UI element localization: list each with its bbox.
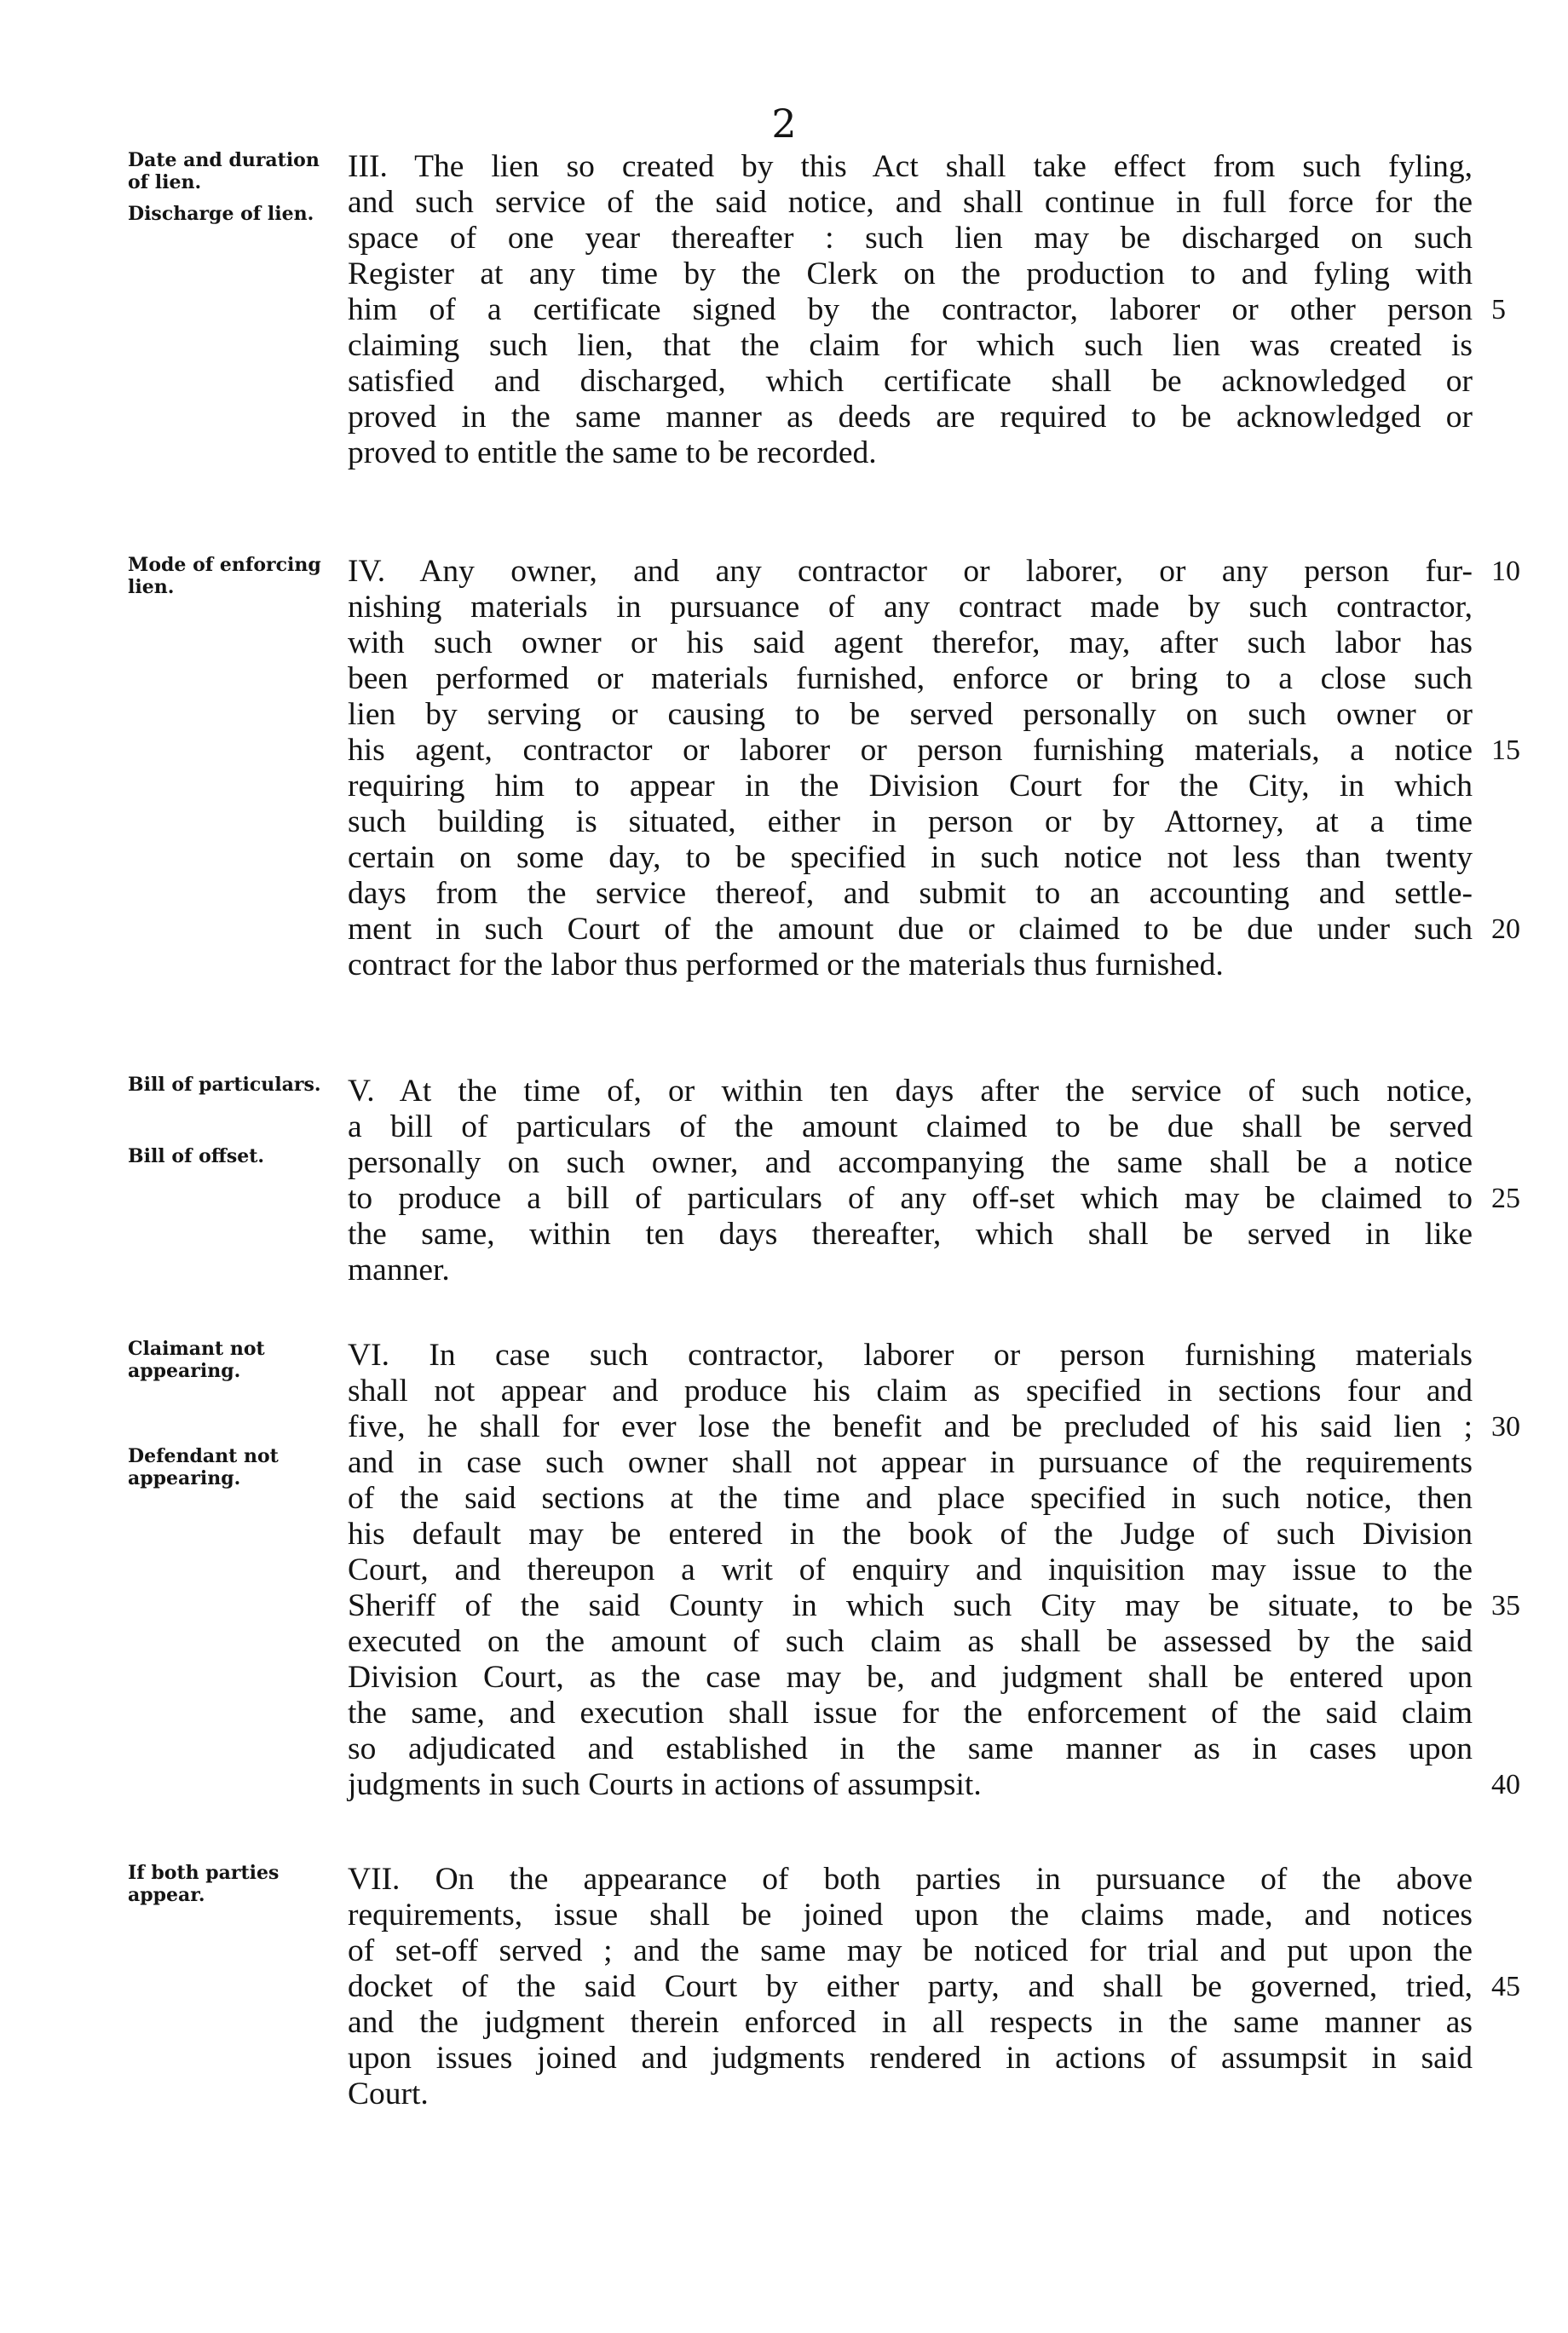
text-line: requirements, issue shall be joined upon the claims made, and notices [348, 1898, 1473, 1933]
text-line: personally on such owner, and accompanying the same shall be a notice [348, 1145, 1473, 1180]
margin-note: Discharge of lien. [128, 203, 314, 225]
text-line: Court. [348, 2077, 429, 2111]
line-number: 20 [1491, 913, 1520, 945]
text-line: shall not appear and produce his claim as specified in sections four and [348, 1374, 1473, 1408]
line-number: 10 [1491, 556, 1520, 587]
margin-note: Bill of particulars. [128, 1074, 321, 1096]
text-line: and in case such owner shall not appear in pursuance of the requirements [348, 1445, 1473, 1480]
text-line: upon issues joined and judgments rendered in actions of assumpsit in said [348, 2041, 1473, 2076]
text-line: such building is situated, either in person or by Attorney, at a time [348, 804, 1473, 839]
text-line: a bill of particulars of the amount claimed to be due shall be served [348, 1109, 1473, 1144]
text-line: requiring him to appear in the Division Court for the City, in which [348, 769, 1473, 804]
line-number: 5 [1491, 294, 1506, 325]
text-line: space of one year thereafter : such lien may be discharged on such [348, 221, 1473, 256]
line-number: 35 [1491, 1590, 1520, 1622]
text-line: the same, and execution shall issue for the enforcement of the said claim [348, 1696, 1473, 1731]
text-line: claiming such lien, that the claim for which such lien was created is [348, 328, 1473, 363]
text-line: proved to entitle the same to be recorded. [348, 435, 877, 470]
line-number: 15 [1491, 734, 1520, 766]
text-line: satisfied and discharged, which certificate shall be acknowledged or [348, 364, 1473, 399]
text-line: III. The lien so created by this Act shall take effect from such fyling, [348, 149, 1473, 184]
text-line: of the said sections at the time and place specified in such notice, then [348, 1481, 1473, 1516]
text-line: with such owner or his said agent therefor, may, after such labor has [348, 625, 1473, 660]
text-line: docket of the said Court by either party, and shall be governed, tried, [348, 1969, 1473, 2004]
margin-note: Mode of enforcing lien. [128, 554, 321, 598]
text-line: and such service of the said notice, and shall continue in full force for the [348, 185, 1473, 220]
text-line: Register at any time by the Clerk on the production to and fyling with [348, 256, 1473, 291]
margin-note: Date and duration of lien. [128, 149, 320, 193]
text-line: manner. [348, 1253, 450, 1287]
text-line: IV. Any owner, and any contractor or laborer, or any person fur- [348, 554, 1473, 589]
text-line: Division Court, as the case may be, and judgment shall be entered upon [348, 1660, 1473, 1695]
text-line: proved in the same manner as deeds are required to be acknowledged or [348, 400, 1473, 435]
text-line: V. At the time of, or within ten days after the service of such notice, [348, 1074, 1473, 1109]
text-line: Sheriff of the said County in which such City may be situate, to be [348, 1588, 1473, 1623]
text-line: ment in such Court of the amount due or claimed to be due under such [348, 912, 1473, 947]
text-line: VII. On the appearance of both parties in pursuance of the above [348, 1862, 1473, 1897]
text-line: his default may be entered in the book of the Judge of such Division [348, 1517, 1473, 1552]
text-line: judgments in such Courts in actions of assumpsit. [348, 1767, 982, 1802]
margin-note: Defendant not appearing. [128, 1445, 279, 1489]
page-number: 2 [771, 101, 797, 147]
text-line: VI. In case such contractor, laborer or person furnishing materials [348, 1338, 1473, 1373]
line-number: 30 [1491, 1411, 1520, 1443]
margin-note: Claimant not appearing. [128, 1338, 265, 1382]
line-number: 45 [1491, 1971, 1520, 2002]
text-line: to produce a bill of particulars of any off-set which may be claimed to [348, 1181, 1473, 1216]
text-line: contract for the labor thus performed or the materials thus furnished. [348, 948, 1224, 982]
text-line: Court, and thereupon a writ of enquiry and inquisition may issue to the [348, 1552, 1473, 1587]
text-line: so adjudicated and established in the same manner as in cases upon [348, 1731, 1473, 1766]
text-line: him of a certificate signed by the contractor, laborer or other person [348, 292, 1473, 327]
text-line: executed on the amount of such claim as shall be assessed by the said [348, 1624, 1473, 1659]
text-line: certain on some day, to be specified in such notice not less than twenty [348, 840, 1473, 875]
text-line: and the judgment therein enforced in all respects in the same manner as [348, 2005, 1473, 2040]
text-line: of set-off served ; and the same may be noticed for trial and put upon the [348, 1933, 1473, 1968]
text-line: days from the service thereof, and submit to an accounting and settle- [348, 876, 1473, 911]
margin-note: Bill of offset. [128, 1145, 265, 1167]
margin-note: If both parties appear. [128, 1862, 280, 1906]
line-number: 40 [1491, 1769, 1520, 1800]
text-line: nishing materials in pursuance of any contract made by such contractor, [348, 590, 1473, 625]
text-line: five, he shall for ever lose the benefit and be precluded of his said lien ; [348, 1409, 1473, 1444]
text-line: his agent, contractor or laborer or person furnishing materials, a notice [348, 733, 1473, 768]
line-number: 25 [1491, 1183, 1520, 1214]
text-line: the same, within ten days thereafter, which shall be served in like [348, 1217, 1473, 1252]
text-line: been performed or materials furnished, enforce or bring to a close such [348, 661, 1473, 696]
text-line: lien by serving or causing to be served personally on such owner or [348, 697, 1473, 732]
